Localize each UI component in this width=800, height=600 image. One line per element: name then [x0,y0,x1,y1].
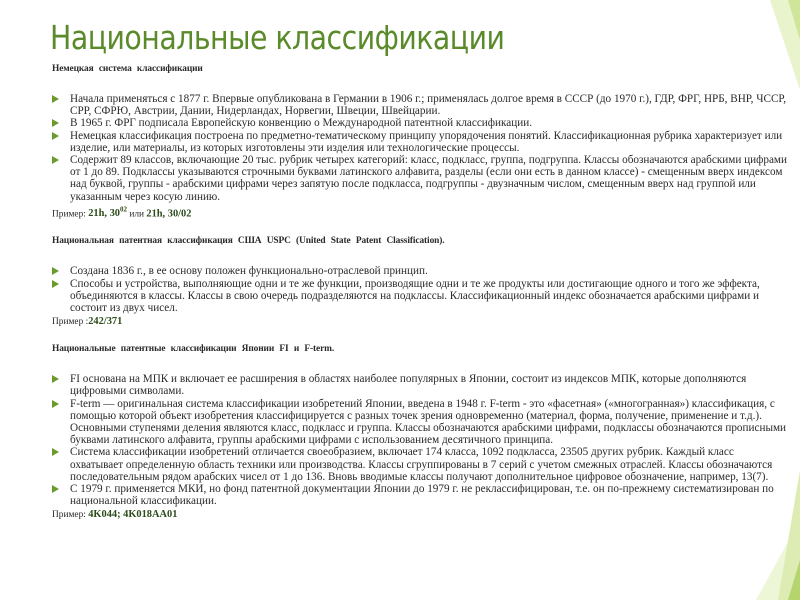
example-code: 21h, 30/02 [146,208,192,220]
bullet-item: С 1979 г. применяется МКИ, но фонд патентной документации Японии до 1979 г. не реклассифицирован, т.е. он по-прежнему систематизирован по национальной классификации. [52,483,787,507]
example-line [52,205,787,220]
example-code: 21h, $30^{02}$ [88,205,127,220]
section-german [52,64,787,220]
section-japan [52,344,787,521]
slide-title: Национальные классификации [50,18,505,57]
bullet-item: Начала применяться с 1877 г. Впервые опубликована в Германии в 1906 г.; применялась долгое время в СССР (до 1970 г.), ГДР, ФРГ, НРБ, ВНР, ЧССР, СРР, СФРЮ, Австрии, Дании, Нидерландах, Норвегии, Швеции, Швейцарии. [52,93,787,117]
example-line [52,509,787,521]
example-prefix: Пример: [52,209,86,220]
slide-content [52,64,787,521]
section-heading: Национальная патентная классификация США USPC (United State Patent Classification). [52,236,445,247]
bullet-item: Система классификации изобретений отличается своеобразием, включает 174 класса, 1092 подкласса, 23505 других рубрик. Каждый класс охватывает определенную область техники или производства. Классы сгруппированы в 7 серий с учетом смежных отраслей. Классы обозначаются последовательным рядом арабских чисел от 1 до 136. Вновь вводимые классы получают дополнительное цифровое обозначение, например, 13(7). [52,446,787,483]
bullet-item: Способы и устройства, выполняющие одни и те же функции, производящие одни и те же продукты или достигающие одного и того же эффекта, объединяются в классы. Классы в свою очередь подразделяются на подклассы. Классификационный индекс обозначается арабскими цифрами и состоит из двух чисел. [52,278,787,315]
bullet-item: F-term — оригинальная система классификации изобретений Японии, введена в 1948 г. F-term - это «фасетная» («многогранная») классификация, с помощью которой объект изобретения классифицируется с разных точек зрения одновременно (материал, форма, получение, применение и т.д.). Основными ступенями деления являются класс, подкласс и группа. Классы обозначаются арабскими цифрами, подклассы обозначаются прописными буквами латинского алфавита, группы арабскими цифрами с использованием десятичного принципа. [52,398,787,447]
section-heading: Немецкая система классификации [52,64,203,74]
bullet-item: Немецкая классификация построена по предметно-тематическому принципу упорядочения понятий. Классификационная рубрика характеризует или изделие, или материалы, из которых изготовлены эти изделия или технологические процессы. [52,130,787,154]
bullet-list [52,373,787,507]
section-heading: Национальные патентные классификации Японии FI и F-term. [52,344,335,355]
example-joiner: или [129,209,145,220]
example-prefix: Пример: [52,510,86,521]
bullet-item: Создана 1836 г., в ее основу положен функционально-отраслевой принцип. [52,265,787,277]
bullet-item: Содержит 89 классов, включающие 20 тыс. рубрик четырех категорий: класс, подкласс, группа, подгруппа. Классы обозначаются арабскими цифрами от 1 до 89. Подклассы указываются строчными буквами латинского алфавита, разделы (если они есть в данном классе) - смещенным вверх индексом над буквой, группы - арабскими цифрами через запятую после подкласса, подгруппы - двузначным числом, смещенным вверх над группой или указанным через косую линию. [52,154,787,203]
example-code: 242/371 [88,316,123,328]
example-prefix: Пример : [52,317,89,328]
bullet-list [52,265,787,314]
bullet-list [52,93,787,203]
example-line [52,316,787,328]
section-usa [52,236,787,328]
bullet-item: В 1965 г. ФРГ подписала Европейскую конвенцию о Международной патентной классификации. [52,117,787,129]
example-code: 4K044; 4K018AA01 [88,509,178,521]
bullet-item: FI основана на МПК и включает ее расширения в областях наиболее популярных в Японии, состоит из индексов МПК, которые дополняются цифровыми символами. [52,373,787,397]
